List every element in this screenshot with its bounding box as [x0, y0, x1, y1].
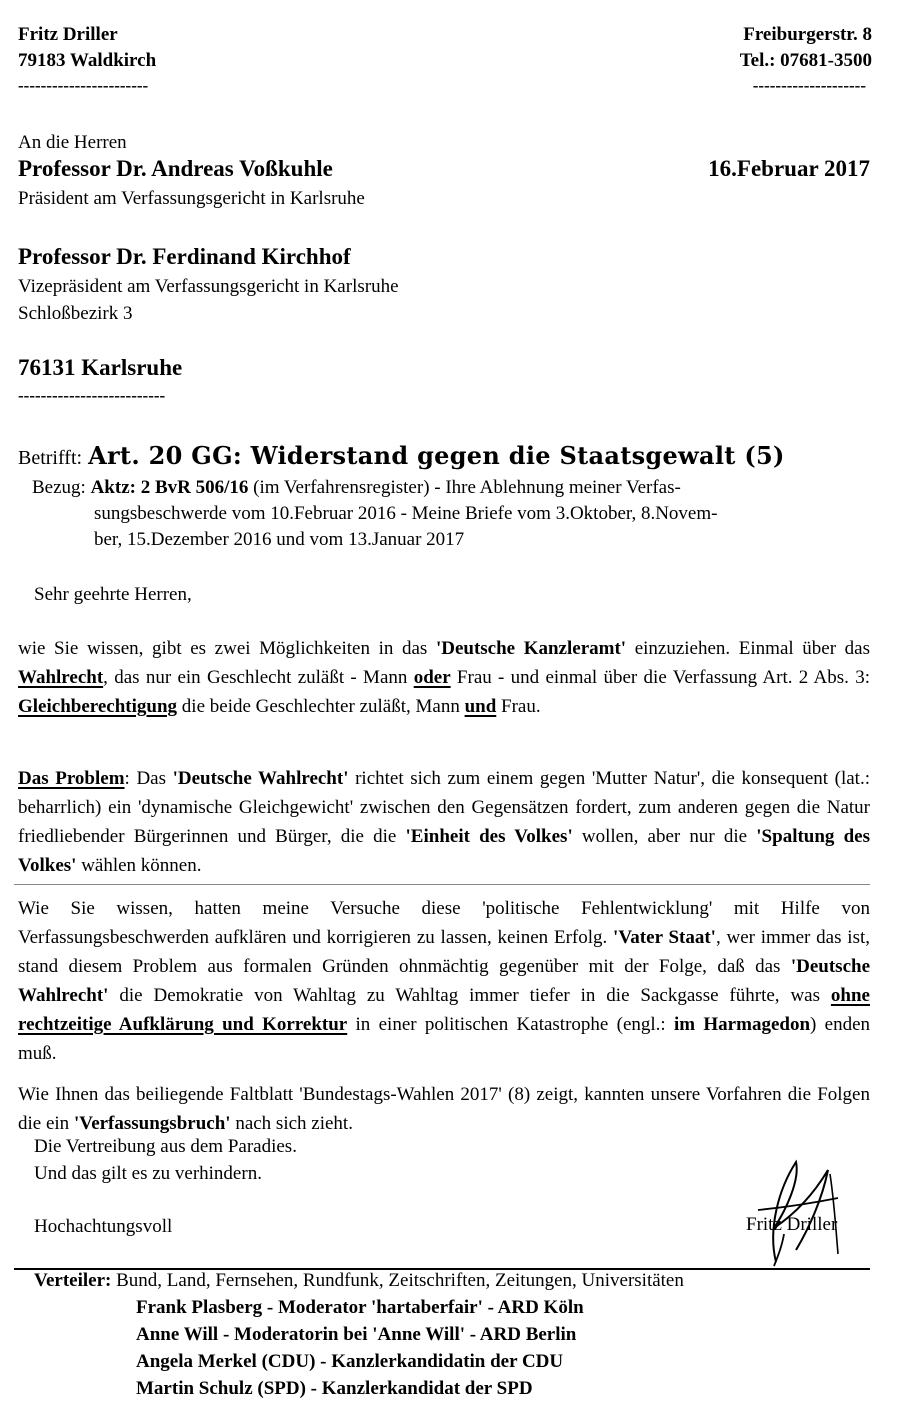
faint-divider — [14, 884, 870, 885]
reference-line-2: sungsbeschwerde vom 10.Februar 2016 - Meine Briefe vom 3.Oktober, 8.Novem- — [94, 503, 718, 524]
regards: Hochachtungsvoll — [34, 1216, 173, 1237]
paragraph-2 — [18, 764, 870, 880]
distribution-label: Verteiler: — [34, 1270, 112, 1291]
subject-text: Art. 20 GG: Widerstand gegen die Staatsgewalt (5) — [88, 441, 785, 470]
para1-text-2: einzuziehen. Einmal über das — [626, 638, 870, 659]
para1-text-5: die beide Geschlechter zuläßt, Mann — [177, 696, 465, 717]
para4-text-2: nach sich zieht. — [230, 1113, 353, 1134]
para1-bold-1: 'Deutsche Kanzleramt' — [435, 638, 627, 659]
paragraph-3 — [18, 894, 870, 1068]
subject-line — [18, 441, 785, 475]
sender-name: Fritz Driller — [18, 24, 118, 45]
para2-bold-3: 'Spaltung des Volkes' — [18, 826, 870, 876]
para1-underline-1: Wahlrecht — [18, 667, 104, 688]
para2-bold-1: 'Deutsche Wahlrecht' — [172, 768, 349, 789]
para1-text-4: Frau - und einmal über die Verfassung Art. 2 Abs. 3: — [450, 667, 870, 688]
para3-bold-2: 'Deutsche Wahlrecht' — [18, 956, 870, 1006]
recipient-dash: -------------------------- — [18, 386, 166, 405]
para3-bold-3: im Harmagedon — [674, 1014, 811, 1035]
para2-text-2: richtet sich zum einem gegen 'Mutter Natur', die konsequent (lat.: beharrlich) ein 'dynamische Gleichgewicht' zwischen den Gegensätzen fordert, zum anderen gegen die Natur friedliebender Bürgerinnen und Bürger, die die — [18, 768, 870, 847]
sender-phone: Tel.: 07681-3500 — [739, 50, 872, 71]
recipient-title-2: Vizepräsident am Verfassungsgericht in Karlsruhe — [18, 276, 399, 297]
subject-label: Betrifft: — [18, 447, 83, 469]
reference-line-3: ber, 15.Dezember 2016 und vom 13.Januar 2017 — [94, 529, 465, 550]
signature-name: Fritz Driller — [746, 1214, 838, 1235]
recipient-city: 76131 Karlsruhe — [18, 355, 183, 380]
para3-text-3: die Demokratie von Wahltag zu Wahltag immer tiefer in die Sackgasse führte, was — [108, 985, 831, 1006]
para3-text-4: in einer politischen Katastrophe (engl.: — [347, 1014, 674, 1035]
recipient-street: Schloßbezirk 3 — [18, 303, 133, 324]
distribution-recipient-3: Angela Merkel (CDU) - Kanzlerkandidatin der CDU — [136, 1351, 564, 1372]
recipient-title-1: Präsident am Verfassungsgericht in Karlsruhe — [18, 188, 365, 209]
recipient-salutation: An die Herren — [18, 132, 127, 153]
para3-text-1: Wie Sie wissen, hatten meine Versuche diese 'politische Fehlentwicklung' mit Hilfe von Verfassungsbeschwerden aufklären und korrigieren zu lassen, keinen Erfolg. — [18, 898, 870, 948]
para3-text-2: , wer immer das ist, stand diesem Problem aus formalen Gründen ohnmächtig gegenüber mit der Folge, daß das — [18, 927, 870, 977]
reference-rest: (im Verfahrensregister) - Ihre Ablehnung meiner Verfas- — [248, 477, 681, 498]
para2-bold-2: 'Einheit des Volkes' — [405, 826, 573, 847]
reference-aktz: Aktz: 2 BvR 506/16 — [90, 477, 249, 498]
handwritten-signature — [738, 1150, 858, 1270]
para4-bold-1: 'Verfassungsbruch' — [73, 1113, 231, 1134]
reference-line-1 — [32, 477, 681, 499]
sender-street: Freiburgerstr. 8 — [743, 24, 872, 45]
para1-text-6: Frau. — [496, 696, 541, 717]
distribution-list: Bund, Land, Fernsehen, Rundfunk, Zeitschriften, Zeitungen, Universitäten — [111, 1270, 684, 1291]
reference-label: Bezug: — [32, 477, 86, 498]
closing-line-2: Und das gilt es zu verhindern. — [34, 1163, 262, 1184]
para2-underline-1: Das Problem — [18, 768, 125, 789]
para2-text-3: wollen, aber nur die — [572, 826, 757, 847]
para1-underline-3: Gleichberechtigung — [18, 696, 178, 717]
para4-text-1: Wie Ihnen das beiliegende Faltblatt 'Bundestags-Wahlen 2017' (8) zeigt, kannten unsere Vorfahren die Folgen die ein — [18, 1084, 870, 1134]
letter-date: 16.Februar 2017 — [708, 156, 870, 181]
paragraph-1 — [18, 634, 870, 721]
sender-dash-left: ----------------------- — [18, 76, 149, 95]
closing-line-1: Die Vertreibung aus dem Paradies. — [34, 1136, 297, 1157]
recipient-name-2: Professor Dr. Ferdinand Kirchhof — [18, 244, 351, 269]
sender-dash-right: -------------------- — [752, 76, 866, 95]
para3-bold-1: 'Vater Staat' — [613, 927, 716, 948]
paragraph-4 — [18, 1080, 870, 1138]
distribution-recipient-1: Frank Plasberg - Moderator 'hartaberfair' - ARD Köln — [136, 1297, 584, 1318]
para1-text-3: , das nur ein Geschlecht zuläßt - Mann — [103, 667, 414, 688]
distribution-recipient-4: Martin Schulz (SPD) - Kanzlerkandidat der SPD — [136, 1378, 533, 1399]
para3-text-5: ) enden muß. — [18, 1014, 871, 1064]
para2-text-1: : Das — [124, 768, 173, 789]
para1-underline-4: und — [464, 696, 497, 717]
para1-underline-2: oder — [413, 667, 451, 688]
para3-underline-1: ohne rechtzeitige Aufklärung und Korrektur — [18, 985, 870, 1035]
para1-text-1: wie Sie wissen, gibt es zwei Möglichkeiten in das — [18, 638, 436, 659]
distribution-line — [34, 1270, 684, 1292]
greeting: Sehr geehrte Herren, — [34, 584, 192, 605]
sender-city: 79183 Waldkirch — [18, 50, 157, 71]
recipient-name-1: Professor Dr. Andreas Voßkuhle — [18, 156, 333, 181]
distribution-recipient-2: Anne Will - Moderatorin bei 'Anne Will' - ARD Berlin — [136, 1324, 577, 1345]
para2-text-4: wählen können. — [76, 855, 202, 876]
